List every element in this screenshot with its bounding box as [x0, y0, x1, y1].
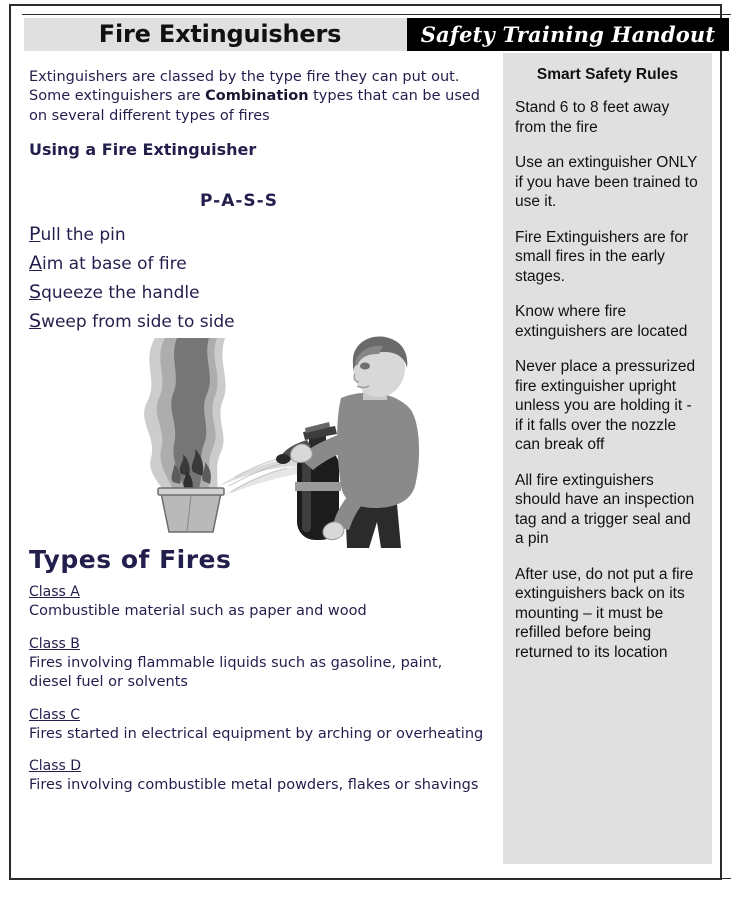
pass-step-text: weep from side to side	[41, 312, 235, 332]
pass-step-initial: A	[29, 252, 42, 274]
safety-rule-item: Stand 6 to 8 feet away from the fire	[515, 99, 670, 136]
fire-class-label: Class D	[29, 758, 82, 774]
pass-acronym: P-A-S-S	[200, 191, 278, 211]
intro-text-before: Extinguishers are classed by the type fire they can put out. Some extinguishers are	[29, 68, 460, 104]
main-content-column	[29, 53, 497, 873]
smart-safety-rules-sidebar	[503, 53, 712, 864]
fire-class-label: Class B	[29, 635, 80, 652]
pass-step-text: queeze the handle	[41, 283, 200, 303]
pass-step	[29, 249, 469, 278]
page-top-rule	[22, 14, 731, 15]
types-of-fires-heading: Types of Fires	[29, 545, 232, 574]
page-title: Fire Extinguishers	[98, 20, 342, 48]
pass-step	[29, 307, 469, 336]
fire-class-description: Fires involving combustible metal powders, flakes or shavings	[29, 777, 479, 793]
page-bottom-rule	[22, 878, 731, 879]
pass-step-initial: S	[29, 281, 42, 303]
fire-class-description: Fires involving flammable liquids such as gasoline, paint, diesel fuel or solvents	[29, 654, 443, 690]
pass-step	[29, 278, 469, 307]
pass-step-initial: P	[29, 223, 41, 245]
fire-classes-list	[29, 583, 491, 809]
document-page	[9, 4, 722, 880]
fire-class-item	[29, 757, 491, 796]
fire-class-label: Class A	[29, 584, 80, 600]
safety-rule-item: Never place a pressurized fire extinguisher upright unless you are holding it - if it falls over the nozzle can break off	[515, 358, 696, 453]
person-eye	[360, 363, 370, 370]
fire-class-item	[29, 706, 491, 745]
intro-paragraph	[29, 68, 491, 127]
handout-banner-label: Safety Training Handout	[420, 22, 716, 47]
fire-extinguisher-illustration	[129, 336, 439, 548]
handout-banner	[407, 18, 729, 51]
fire-class-description: Fires started in electrical equipment by arching or overheating	[29, 725, 484, 742]
fire-class-description: Combustible material such as paper and wood	[29, 603, 367, 619]
document-header	[24, 18, 729, 51]
trash-can-rim	[158, 488, 224, 495]
safety-rule-item: Fire Extinguishers are for small fires in the early stages.	[515, 228, 689, 285]
fire-class-item	[29, 635, 491, 693]
safety-rule-item: After use, do not put a fire extinguishers back on its mounting – it must be refilled before being returned to its location	[515, 565, 694, 661]
intro-text-emphasis: Combination	[205, 88, 309, 104]
pass-step-initial: S	[29, 310, 42, 332]
title-band	[24, 18, 416, 51]
fire-class-item	[29, 583, 491, 622]
pass-steps-list	[29, 220, 469, 336]
pass-step-text: ull the pin	[40, 225, 126, 245]
pass-step-text: im at base of fire	[42, 254, 187, 274]
safety-rule-item: All fire extinguishers should have an inspection tag and a trigger seal and a pin	[515, 471, 695, 547]
pass-step	[29, 220, 469, 249]
safety-rule-item: Know where fire extinguishers are located	[515, 303, 688, 340]
intro-text-after: types that can be used on several different types of fires	[29, 88, 480, 124]
using-extinguisher-heading: Using a Fire Extinguisher	[29, 140, 257, 159]
fire-class-label: Class C	[29, 706, 81, 723]
extinguisher-band	[295, 482, 341, 491]
sidebar-heading: Smart Safety Rules	[536, 66, 679, 83]
safety-rule-item: Use an extinguisher ONLY if you have been trained to use it.	[515, 154, 698, 210]
extinguisher-nozzle	[276, 454, 290, 464]
